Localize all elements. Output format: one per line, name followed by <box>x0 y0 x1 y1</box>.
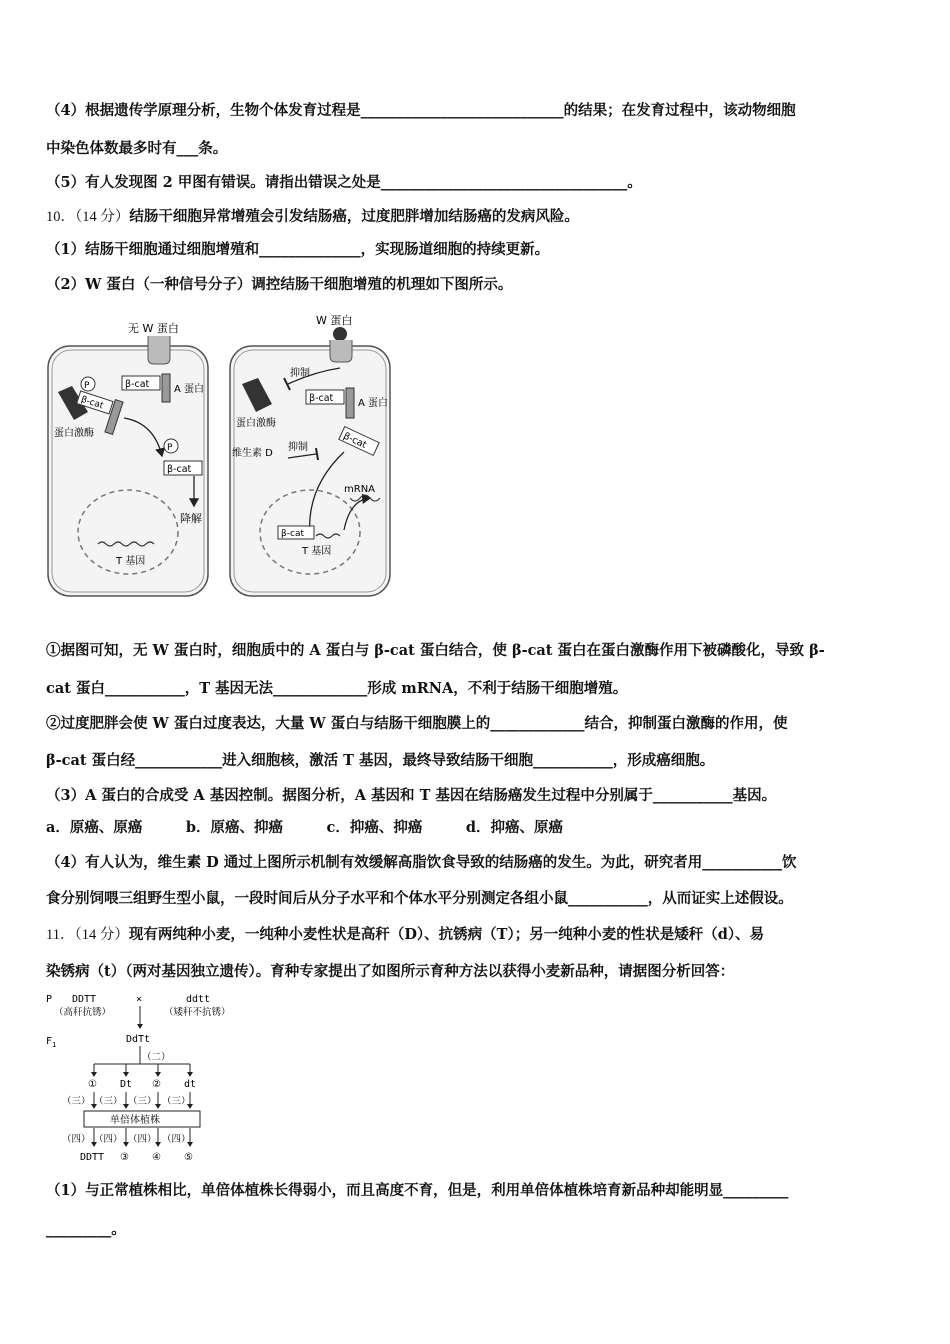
kinase-2: 蛋白激酶 <box>236 418 276 429</box>
q10-1: （1）结肠干细胞通过细胞增殖和______________，实现肠道细胞的持续更新。 <box>46 241 550 258</box>
q9-4-line1: （4）根据遗传学原理分析，生物个体发育过程是____________________________的结果；在发育过程中，该动物细胞 <box>46 102 796 119</box>
cross-symbol: × <box>136 994 143 1005</box>
question-number: 11．（14 分） <box>46 927 129 943</box>
gamete-1: ① <box>88 1079 97 1090</box>
q11-stem-line1: 11．（14 分）现有两纯种小麦，一纯种小麦性状是高秆（D）、抗锈病（T）；另一纯种小麦的性状是矮秆（d）、易 <box>46 926 765 943</box>
p-label-2: P <box>167 443 173 453</box>
parent2: ddtt <box>186 994 211 1005</box>
p-label-1: P <box>84 381 90 391</box>
no-w-label: 无 W 蛋白 <box>128 322 179 335</box>
t-gene-2: T 基因 <box>302 546 332 557</box>
cell-with-w <box>230 314 390 596</box>
bcat-5: β-cat <box>341 430 369 451</box>
haploid-box: 单倍体植株 <box>110 1115 160 1126</box>
question-number: 10．（14 分） <box>46 209 130 225</box>
kinase-1: 蛋白激酶 <box>54 428 94 439</box>
q10-2-ii-line1: ②过度肥胖会使 W 蛋白过度表达，大量 W 蛋白与结肠干细胞膜上的_____________结合，抑制蛋白激酶的作用，使 <box>46 715 788 732</box>
a-protein-2: A 蛋白 <box>358 398 389 409</box>
inhibit-1: 抑制 <box>290 368 310 379</box>
degrade-label: 降解 <box>180 512 202 525</box>
q9-5-line: （5）有人发现图 2 甲图有错误。请指出错误之处是__________________________________。 <box>46 174 642 191</box>
q11-1-line1: （1）与正常植株相比，单倍体植株长得弱小，而且高度不育，但是，利用单倍体植株培育新品种却能明显_________ <box>46 1182 789 1199</box>
step-four-4: （四） <box>162 1134 191 1145</box>
step-three-4: （三） <box>162 1096 191 1107</box>
step-three-1: （三） <box>62 1096 91 1107</box>
q10-3: （3）A 蛋白的合成受 A 基因控制。据图分析，A 基因和 T 基因在结肠癌发生过程中分别属于___________基因。 <box>46 787 777 804</box>
f1-gen: $F_1$ <box>46 1036 57 1049</box>
result-4: ⑤ <box>184 1152 193 1163</box>
p-gen: P <box>46 994 53 1005</box>
parent1-note: （高秆抗锈） <box>54 1007 112 1018</box>
f1-genotype: DdTt <box>126 1034 151 1045</box>
cell-without-w <box>48 322 208 596</box>
q11-stem-line2: 染锈病（t）（两对基因独立遗传）。育种专家提出了如图所示育种方法以获得小麦新品种，请据图分析回答： <box>46 963 735 980</box>
result-2: ③ <box>120 1152 129 1163</box>
step-four-2: （四） <box>94 1134 123 1145</box>
vitd-label: 维生素 D <box>232 448 273 459</box>
q10-4-line2: 食分别饲喂三组野生型小鼠，一段时间后从分子水平和个体水平分别测定各组小鼠___________，从而证实上述假设。 <box>46 890 793 907</box>
step-four-1: （四） <box>62 1134 91 1145</box>
bcat-1: β-cat <box>125 379 150 390</box>
w-label: W 蛋白 <box>316 314 353 327</box>
q10-4-line1: （4）有人认为，维生素 D 通过上图所示机制有效缓解高脂饮食导致的结肠癌的发生。为此，研究者用___________饮 <box>46 854 797 871</box>
q9-4-line2: 中染色体数最多时有___条。 <box>46 140 228 157</box>
result-1: DDTT <box>80 1152 105 1163</box>
step-two: （二） <box>142 1052 171 1063</box>
bcat-3: β-cat <box>167 464 192 475</box>
step-four-3: （四） <box>128 1134 157 1145</box>
step-three-2: （三） <box>94 1096 123 1107</box>
gamete-2: Dt <box>120 1079 133 1090</box>
bcat-4: β-cat <box>309 393 334 404</box>
q10-2: （2）W 蛋白（一种信号分子）调控结肠干细胞增殖的机理如下图所示。 <box>46 276 513 293</box>
bcat-6: β-cat <box>281 529 304 539</box>
q10-stem: 10．（14 分）结肠干细胞异常增殖会引发结肠癌，过度肥胖增加结肠癌的发病风险。 <box>46 208 579 225</box>
parent2-note: （矮秆不抗锈） <box>164 1007 231 1018</box>
mrna-label: mRNA <box>344 484 376 495</box>
parent1: DDTT <box>72 994 97 1005</box>
q11-1-line2: _________。 <box>46 1221 126 1238</box>
q10-2-i-line2: cat 蛋白___________，T 基因无法_____________形成 mRNA，不利于结肠干细胞增殖。 <box>46 680 628 697</box>
w-protein-figure <box>44 308 394 604</box>
inhibit-2: 抑制 <box>288 442 308 453</box>
q10-2-i-line1: ①据图可知，无 W 蛋白时，细胞质中的 A 蛋白与 β-cat 蛋白结合，使 β-cat 蛋白在蛋白激酶作用下被磷酸化，导致 β- <box>46 642 825 659</box>
bcat-2: β-cat <box>79 394 105 412</box>
gamete-3: ② <box>152 1079 161 1090</box>
q10-2-ii-line2: β-cat 蛋白经____________进入细胞核，激活 T 基因，最终导致结肠干细胞___________，形成癌细胞。 <box>46 752 715 769</box>
gamete-4: dt <box>184 1079 197 1090</box>
step-three-3: （三） <box>128 1096 157 1107</box>
a-protein-1: A 蛋白 <box>174 384 205 395</box>
t-gene-1: T 基因 <box>116 556 146 567</box>
result-3: ④ <box>152 1152 161 1163</box>
breeding-figure <box>44 990 264 1166</box>
q10-3-options: a．原癌、原癌 b．原癌、抑癌 c．抑癌、抑癌 d．抑癌、原癌 <box>46 819 563 836</box>
